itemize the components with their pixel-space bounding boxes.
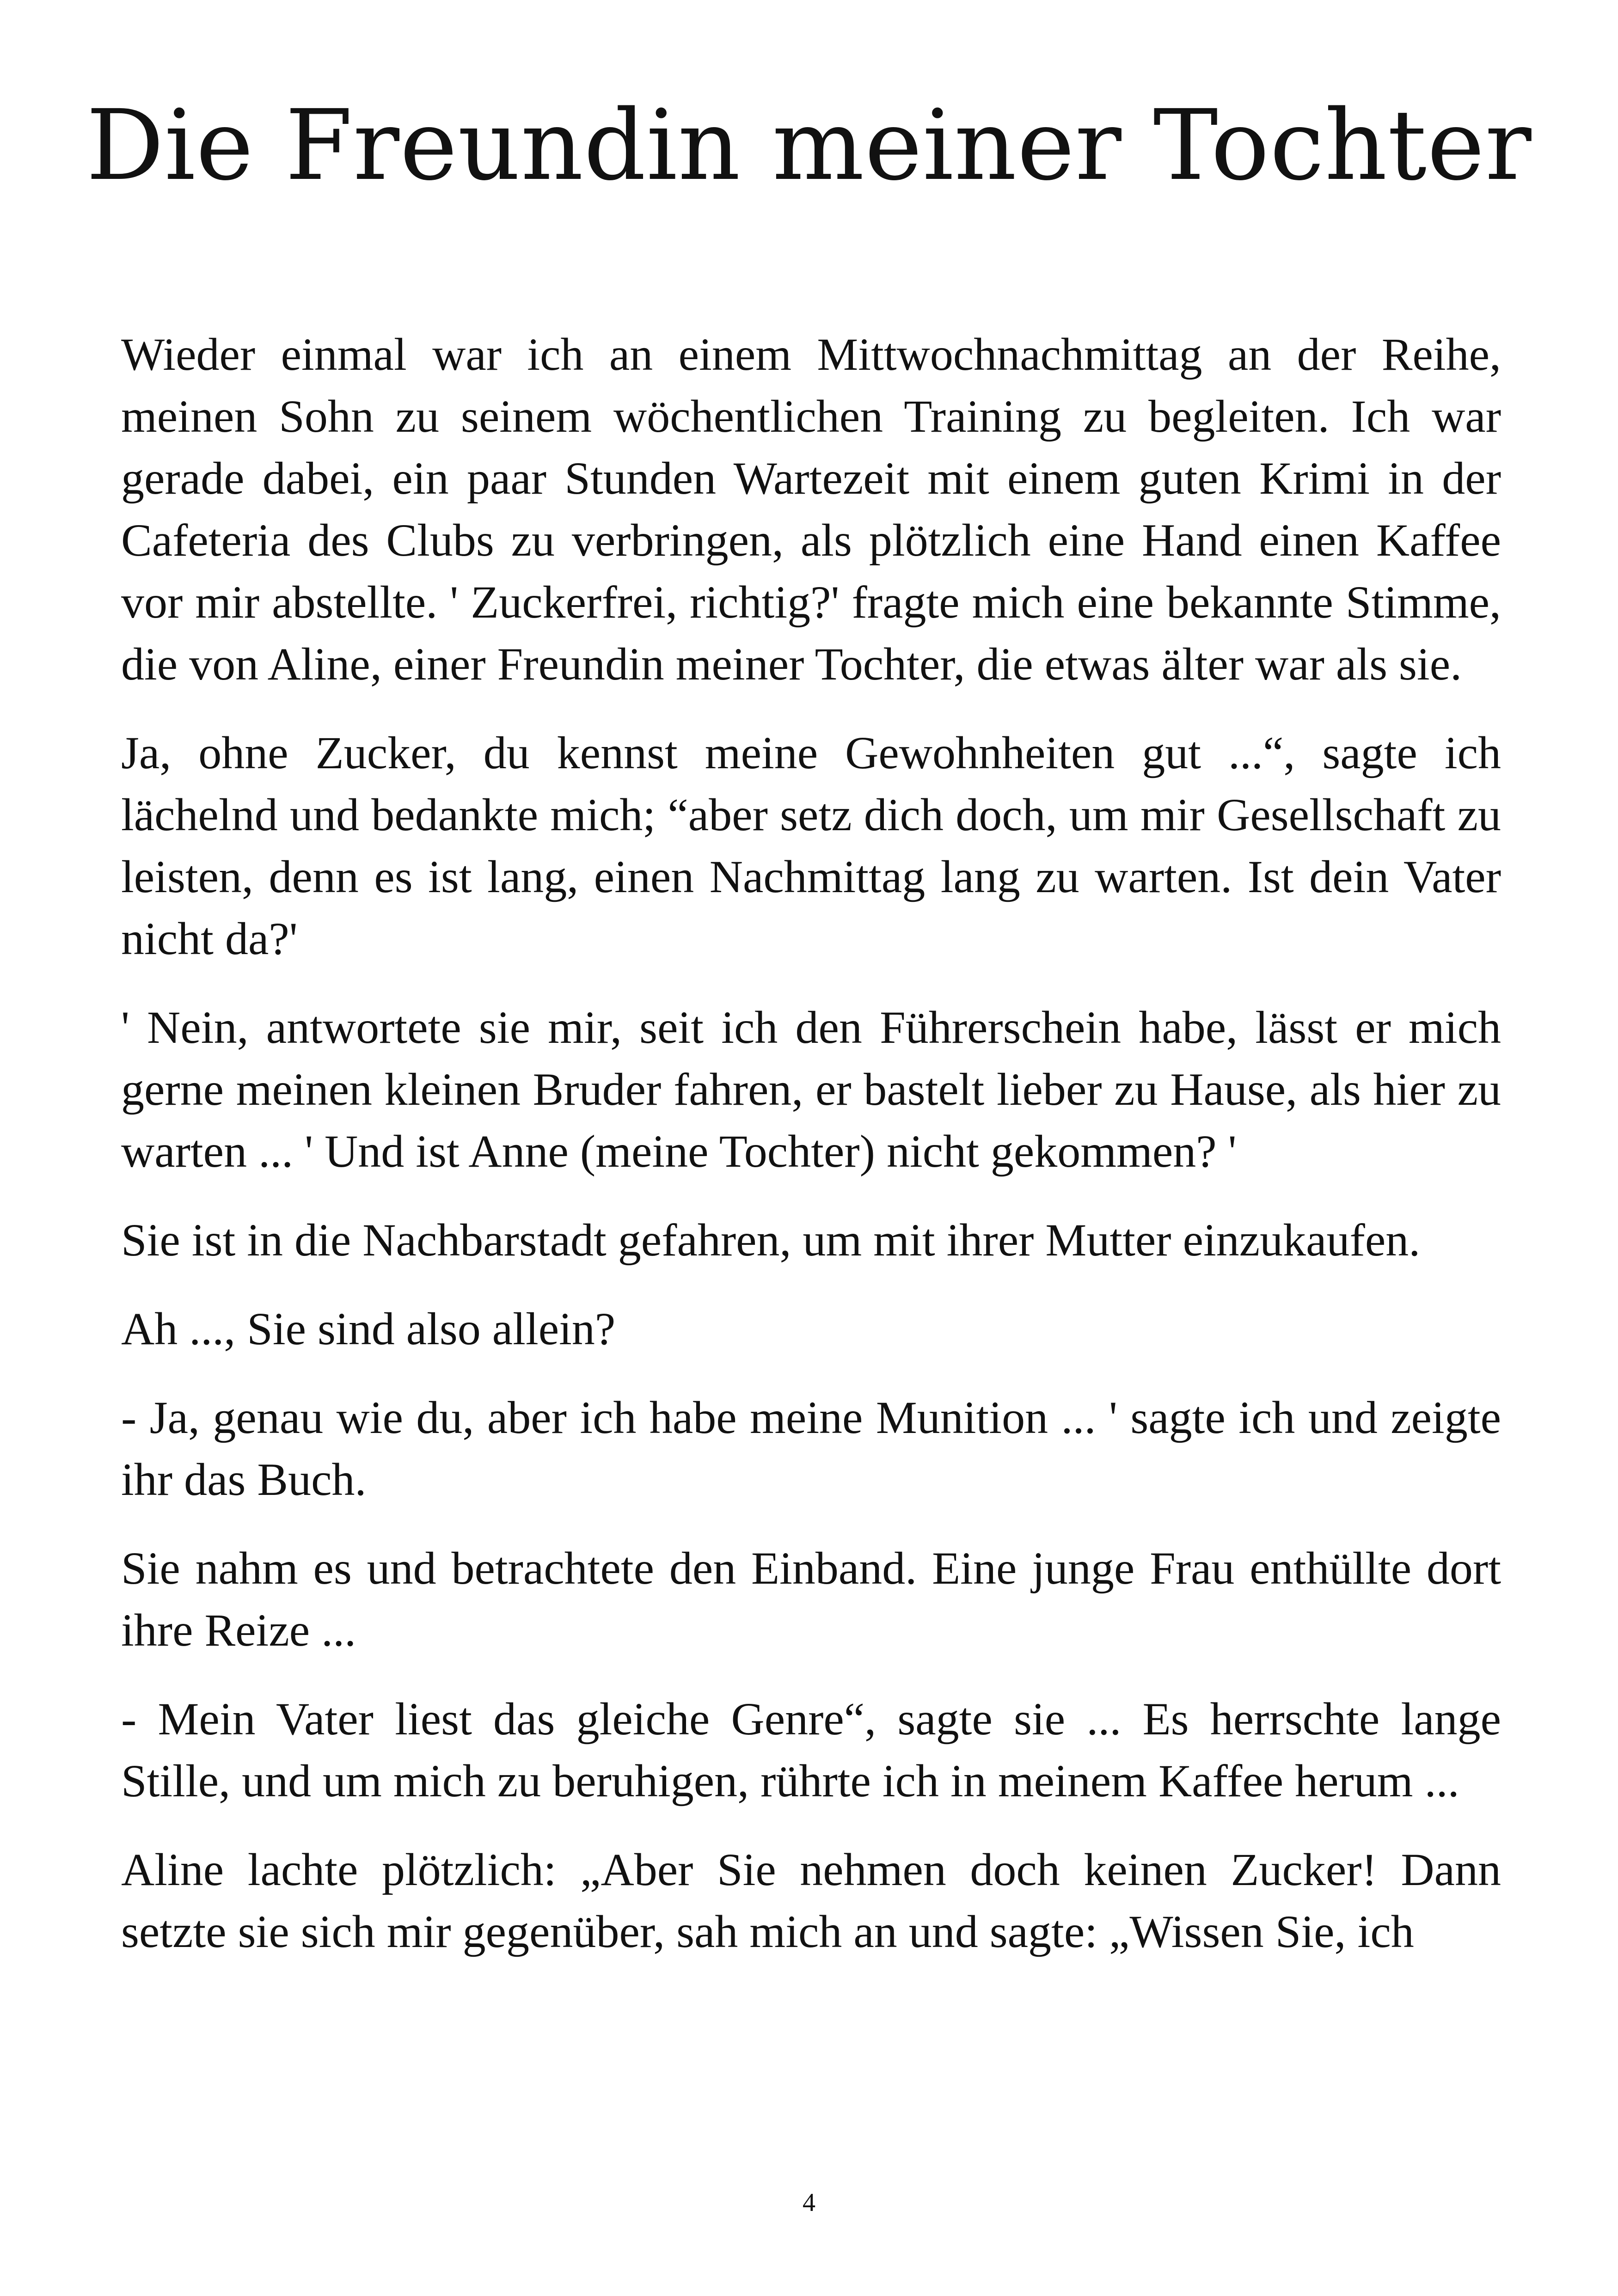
paragraph: ' Nein, antwortete sie mir, seit ich den Führerschein habe, lässt er mich gerne meinen kleinen Bruder fahren, er bastelt lieber zu Hause, als hier zu warten ... ' Und ist Anne (meine Tochter) nicht gekommen? '	[121, 1002, 1501, 1177]
paragraph: Ja, ohne Zucker, du kennst meine Gewohnheiten gut ...“, sagte ich lächelnd und bedankte mich; “aber setz dich doch, um mir Gesellschaft zu leisten, denn es ist lang, einen Nachmittag lang zu warten. Ist dein Vater nicht da?'	[121, 727, 1501, 964]
paragraph: Ah ..., Sie sind also allein?	[121, 1303, 616, 1354]
page-title: Die Freundin meiner Tochter	[86, 89, 1532, 202]
body-text	[121, 324, 1501, 1963]
paragraph: - Ja, genau wie du, aber ich habe meine Munition ... ' sagte ich und zeigte ihr das Buch.	[121, 1392, 1501, 1505]
paragraph: Aline lachte plötzlich: „Aber Sie nehmen doch keinen Zucker! Dann setzte sie sich mir gegenüber, sah mich an und sagte: „Wissen Sie, ich	[121, 1844, 1501, 1957]
page-number: 4	[803, 2188, 815, 2217]
paragraph: Wieder einmal war ich an einem Mittwochnachmittag an der Reihe, meinen Sohn zu seinem wöchentlichen Training zu begleiten. Ich war gerade dabei, ein paar Stunden Wartezeit mit einem guten Krimi in der Cafeteria des Clubs zu verbringen, als plötzlich eine Hand einen Kaffee vor mir abstellte. ' Zuckerfrei, richtig?' fragte mich eine bekannte Stimme, die von Aline, einer Freundin meiner Tochter, die etwas älter war als sie.	[121, 329, 1501, 690]
paragraph: Sie nahm es und betrachtete den Einband. Eine junge Frau enthüllte dort ihre Reize ...	[121, 1543, 1501, 1656]
paragraph: - Mein Vater liest das gleiche Genre“, sagte sie ... Es herrschte lange Stille, und um mich zu beruhigen, rührte ich in meinem Kaffee herum ...	[121, 1693, 1501, 1806]
paragraph: Sie ist in die Nachbarstadt gefahren, um mit ihrer Mutter einzukaufen.	[121, 1214, 1421, 1266]
